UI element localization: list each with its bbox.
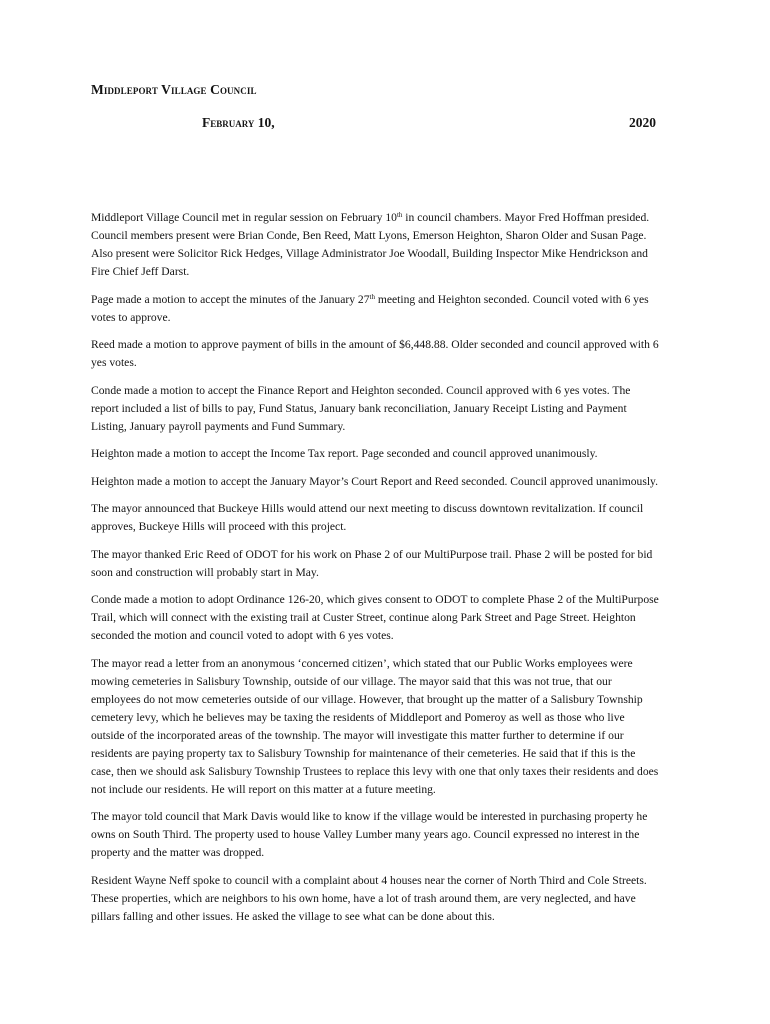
paragraph — [91, 445, 659, 463]
paragraph-text: Heighton made a motion to accept the Income Tax report. Page seconded and council approved unanimously. — [91, 447, 598, 460]
paragraph — [91, 500, 659, 536]
paragraph — [91, 291, 659, 327]
paragraph — [91, 473, 659, 491]
meeting-date: February 10, — [202, 115, 275, 130]
paragraph-text: The mayor read a letter from an anonymous ‘concerned citizen’, which stated that our Public Works employees were mowing cemeteries in Salisbury Township, outside of our village. The mayor said that this was not true, that our employees do not mow cemeteries outside of our village. However, that brought up the matter of a Salisbury Township cemetery levy, which he believes may be taxing the residents of Middleport and Pomeroy as well as those who live outside of the incorporated areas of the township. The mayor will investigate this matter further to determine if our residents are paying property tax to Salisbury Township for maintenance of their cemeteries. He said that if this is the case, then we should ask Salisbury Township Trustees to replace this levy with one that only taxes their residents and does not include our residents. He will report on this matter at a future meeting. — [91, 656, 659, 796]
paragraph-text: Heighton made a motion to accept the January Mayor’s Court Report and Reed seconded. Council approved unanimously. — [91, 474, 658, 488]
paragraph-text: Conde made a motion to accept the Finance Report and Heighton seconded. Council approved with 6 yes votes. The report included a list of bills to pay, Fund Status, January bank reconciliation, January Receipt Listing and Payment Listing, January payroll payments and Fund Summary. — [91, 383, 631, 433]
ordinal-suffix: th — [396, 211, 403, 219]
paragraph-text: The mayor announced that Buckeye Hills would attend our next meeting to discuss downtown revitalization. If council approves, Buckeye Hills will proceed with this project. — [91, 502, 644, 533]
paragraph-text: The mayor thanked Eric Reed of ODOT for his work on Phase 2 of our MultiPurpose trail. Phase 2 will be posted for bid soon and construction will probably start in May. — [91, 547, 653, 579]
paragraph-text: The mayor told council that Mark Davis would like to know if the village would be interested in purchasing property he owns on South Third. The property used to house Valley Lumber many years ago. Council expressed no interest in the property and the matter was dropped. — [91, 810, 648, 859]
paragraph-text: Page made a motion to accept the minutes of the January 27 — [91, 292, 370, 306]
paragraph-text: Conde made a motion to adopt Ordinance 126-20, which gives consent to ODOT to complete Phase 2 of the MultiPurpose Trail, which will connect with the existing trail at Custer Street, continue along Park Street and Page Street. Heighton seconded the motion and council voted to adopt with 6 yes votes. — [91, 593, 659, 642]
paragraph — [91, 591, 659, 645]
paragraph — [91, 209, 659, 281]
paragraph — [91, 808, 659, 862]
paragraph — [91, 655, 659, 799]
document-title: Middleport Village Council — [91, 82, 257, 97]
paragraph — [91, 382, 659, 436]
paragraph-text: Resident Wayne Neff spoke to council with a complaint about 4 houses near the corner of North Third and Cole Streets. These properties, which are neighbors to his own home, have a lot of trash around them, are very neglected, and have pillars falling and other issues. He asked the village to see what can be done about this. — [91, 873, 647, 923]
meeting-year: 2020 — [629, 115, 656, 130]
ordinal-suffix: th — [369, 292, 375, 301]
paragraph — [91, 336, 659, 372]
paragraph-text: Middleport Village Council met in regular session on February 10 — [91, 211, 397, 224]
paragraph — [91, 872, 659, 926]
paragraph — [91, 546, 659, 582]
minutes-body — [91, 209, 659, 935]
paragraph-text: Reed made a motion to approve payment of bills in the amount of $6,448.88. Older seconded and council approved with 6 yes votes. — [91, 338, 659, 369]
paragraph-text: meeting and Heighton seconded. Council voted with 6 yes votes to approve. — [91, 292, 649, 324]
paragraph-text: in council chambers. Mayor Fred Hoffman presided. Council members present were Brian Conde, Ben Reed, Matt Lyons, Emerson Heighton, Sharon Older and Susan Page. Also present were Solicitor Rick Hedges, Village Administrator Joe Woodall, Building Inspector Mike Hendrickson and Fire Chief Jeff Darst. — [91, 211, 650, 278]
